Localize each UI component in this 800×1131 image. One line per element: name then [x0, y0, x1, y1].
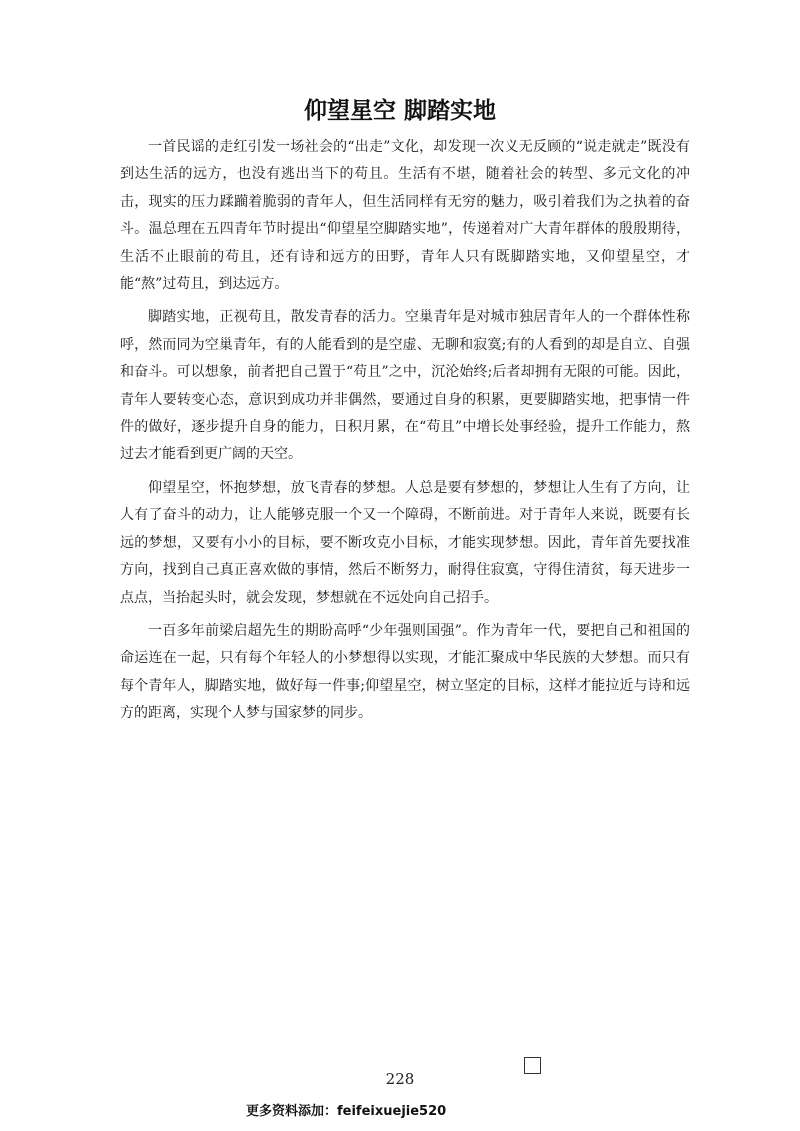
page-number: 228 [385, 1070, 415, 1088]
paragraph-3: 仰望星空，怀抱梦想，放飞青春的梦想。人总是要有梦想的，梦想让人生有了方向，让人有了奋斗的动力，让人能够克服一个又一个障碍，不断前进。对于青年人来说，既要有长远的梦想，又要有小小的目标，要不断攻克小目标，才能实现梦想。因此，青年首先要找准方向，找到自己真正喜欢做的事情，然后不断努力，耐得住寂寞，守得住清贫，每天进步一点点，当抬起头时，就会发现，梦想就在不远处向自己招手。 [120, 479, 690, 606]
paragraph-2: 脚踏实地，正视苟且，散发青春的活力。空巢青年是对城市独居青年人的一个群体性称呼，然而同为空巢青年，有的人能看到的是空虚、无聊和寂寞;有的人看到的却是自立、自强和奋斗。可以想象，前者把自己置于“苟且”之中，沉沦始终;后者却拥有无限的可能。因此，青年人要转变心态，意识到成功并非偶然，要通过自身的积累，更要脚踏实地，把事情一件件的做好，逐步提升自身的能力，日积月累，在“苟且”中增长处事经验，提升工作能力，熬过去才能看到更广阔的天空。 [120, 309, 690, 463]
document-body [120, 134, 690, 734]
paragraph-1: 一首民谣的走红引发一场社会的“出走”文化，却发现一次义无反顾的“说走就走”既没有到达生活的远方，也没有逃出当下的苟且。生活有不堪，随着社会的转型、多元文化的冲击，现实的压力蹂躏着脆弱的青年人，但生活同样有无穷的魅力，吸引着我们为之执着的奋斗。温总理在五四青年节时提出“仰望星空脚踏实地”，传递着对广大青年群体的殷殷期待，生活不止眼前的苟且，还有诗和远方的田野，青年人只有既脚踏实地，又仰望星空，才能“熬”过苟且，到达远方。 [120, 139, 690, 293]
document-title: 仰望星空 脚踏实地 [303, 98, 496, 124]
paragraph-4: 一百多年前梁启超先生的期盼高呼“少年强则国强”。作为青年一代，要把自己和祖国的命运连在一起，只有每个年轻人的小梦想得以实现，才能汇聚成中华民族的大梦想。而只有每个青年人，脚踏实地，做好每一件事;仰望星空，树立坚定的目标，这样才能拉近与诗和远方的距离，实现个人梦与国家梦的同步。 [120, 622, 690, 722]
footer-note: 更多资料添加：feifeixuejie520 [246, 1104, 447, 1119]
